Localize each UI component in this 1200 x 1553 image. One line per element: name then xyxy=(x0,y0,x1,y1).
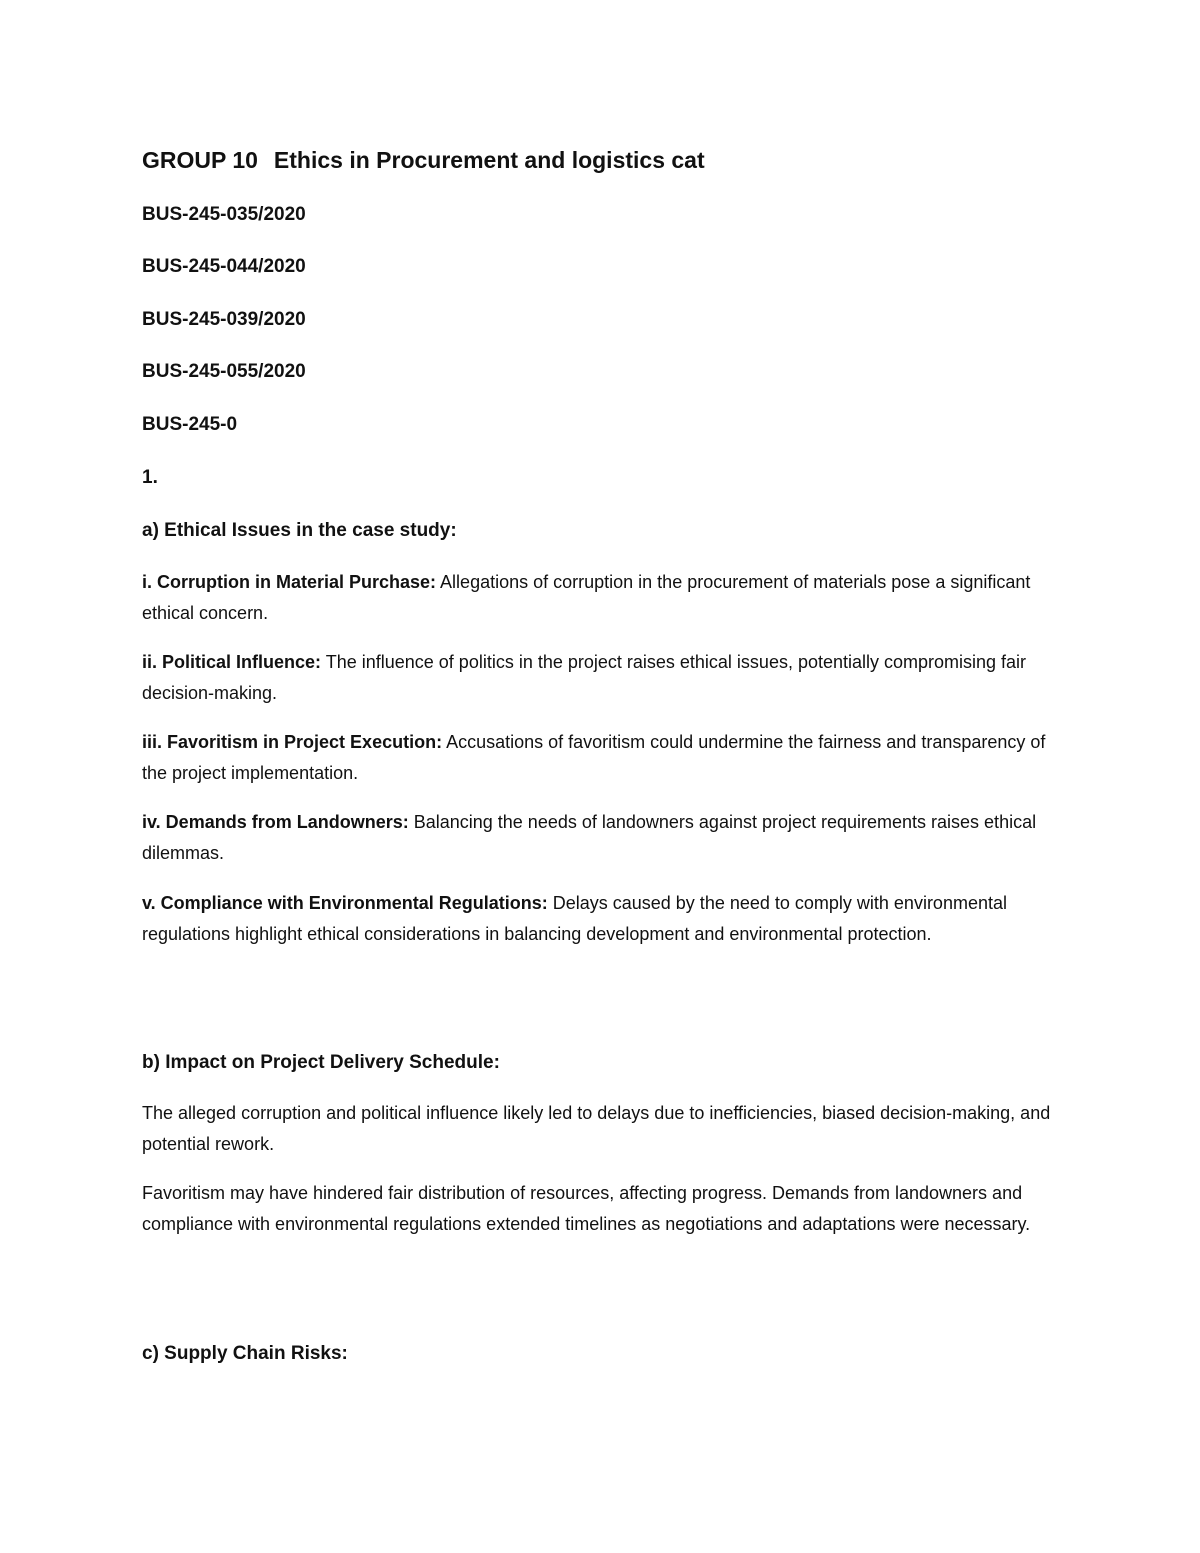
document-title xyxy=(142,143,705,177)
student-id-4: BUS-245-055/2020 xyxy=(142,361,306,382)
issue-item xyxy=(142,567,1057,628)
section-b-heading: b) Impact on Project Delivery Schedule: xyxy=(142,1052,500,1073)
section-a-heading: a) Ethical Issues in the case study: xyxy=(142,520,457,541)
issue-label: iii. Favoritism in Project Execution: xyxy=(142,732,443,752)
issue-text: Balancing the needs of landowners against project requirements raises ethical dilemmas. xyxy=(142,812,1037,863)
issue-text: Delays caused by the need to comply with environmental regulations highlight ethical considerations in balancing development and environmental protection. xyxy=(142,893,1007,944)
question-number: 1. xyxy=(142,467,158,488)
issue-label: iv. Demands from Landowners: xyxy=(142,812,409,832)
issue-item xyxy=(142,727,1057,788)
issue-item xyxy=(142,807,1057,868)
issue-text: Allegations of corruption in the procurement of materials pose a significant ethical concern. xyxy=(142,572,1031,623)
student-id-3: BUS-245-039/2020 xyxy=(142,309,306,330)
student-id-1: BUS-245-035/2020 xyxy=(142,204,306,225)
title-text: Ethics in Procurement and logistics cat xyxy=(273,147,705,173)
issue-label: ii. Political Influence: xyxy=(142,652,322,672)
student-id-2: BUS-245-044/2020 xyxy=(142,256,306,277)
section-b-paragraph-1: The alleged corruption and political influence likely led to delays due to inefficiencies, biased decision-making, and potential rework. xyxy=(142,1103,1051,1154)
issue-text: Accusations of favoritism could undermine the fairness and transparency of the project implementation. xyxy=(142,732,1046,783)
issue-label: i. Corruption in Material Purchase: xyxy=(142,572,437,592)
issue-item xyxy=(142,888,1057,949)
issue-label: v. Compliance with Environmental Regulations: xyxy=(142,893,548,913)
section-c-heading: c) Supply Chain Risks: xyxy=(142,1343,348,1364)
issue-text: The influence of politics in the project raises ethical issues, potentially compromising fair decision-making. xyxy=(142,652,1027,703)
title-group: GROUP 10 xyxy=(142,147,258,173)
section-b-paragraph-2: Favoritism may have hindered fair distribution of resources, affecting progress. Demands from landowners and compliance with environmental regulations extended timelines as negotiations and adaptations were necessary. xyxy=(142,1183,1031,1234)
issue-item xyxy=(142,647,1057,708)
student-id-5: BUS-245-0 xyxy=(142,414,238,435)
